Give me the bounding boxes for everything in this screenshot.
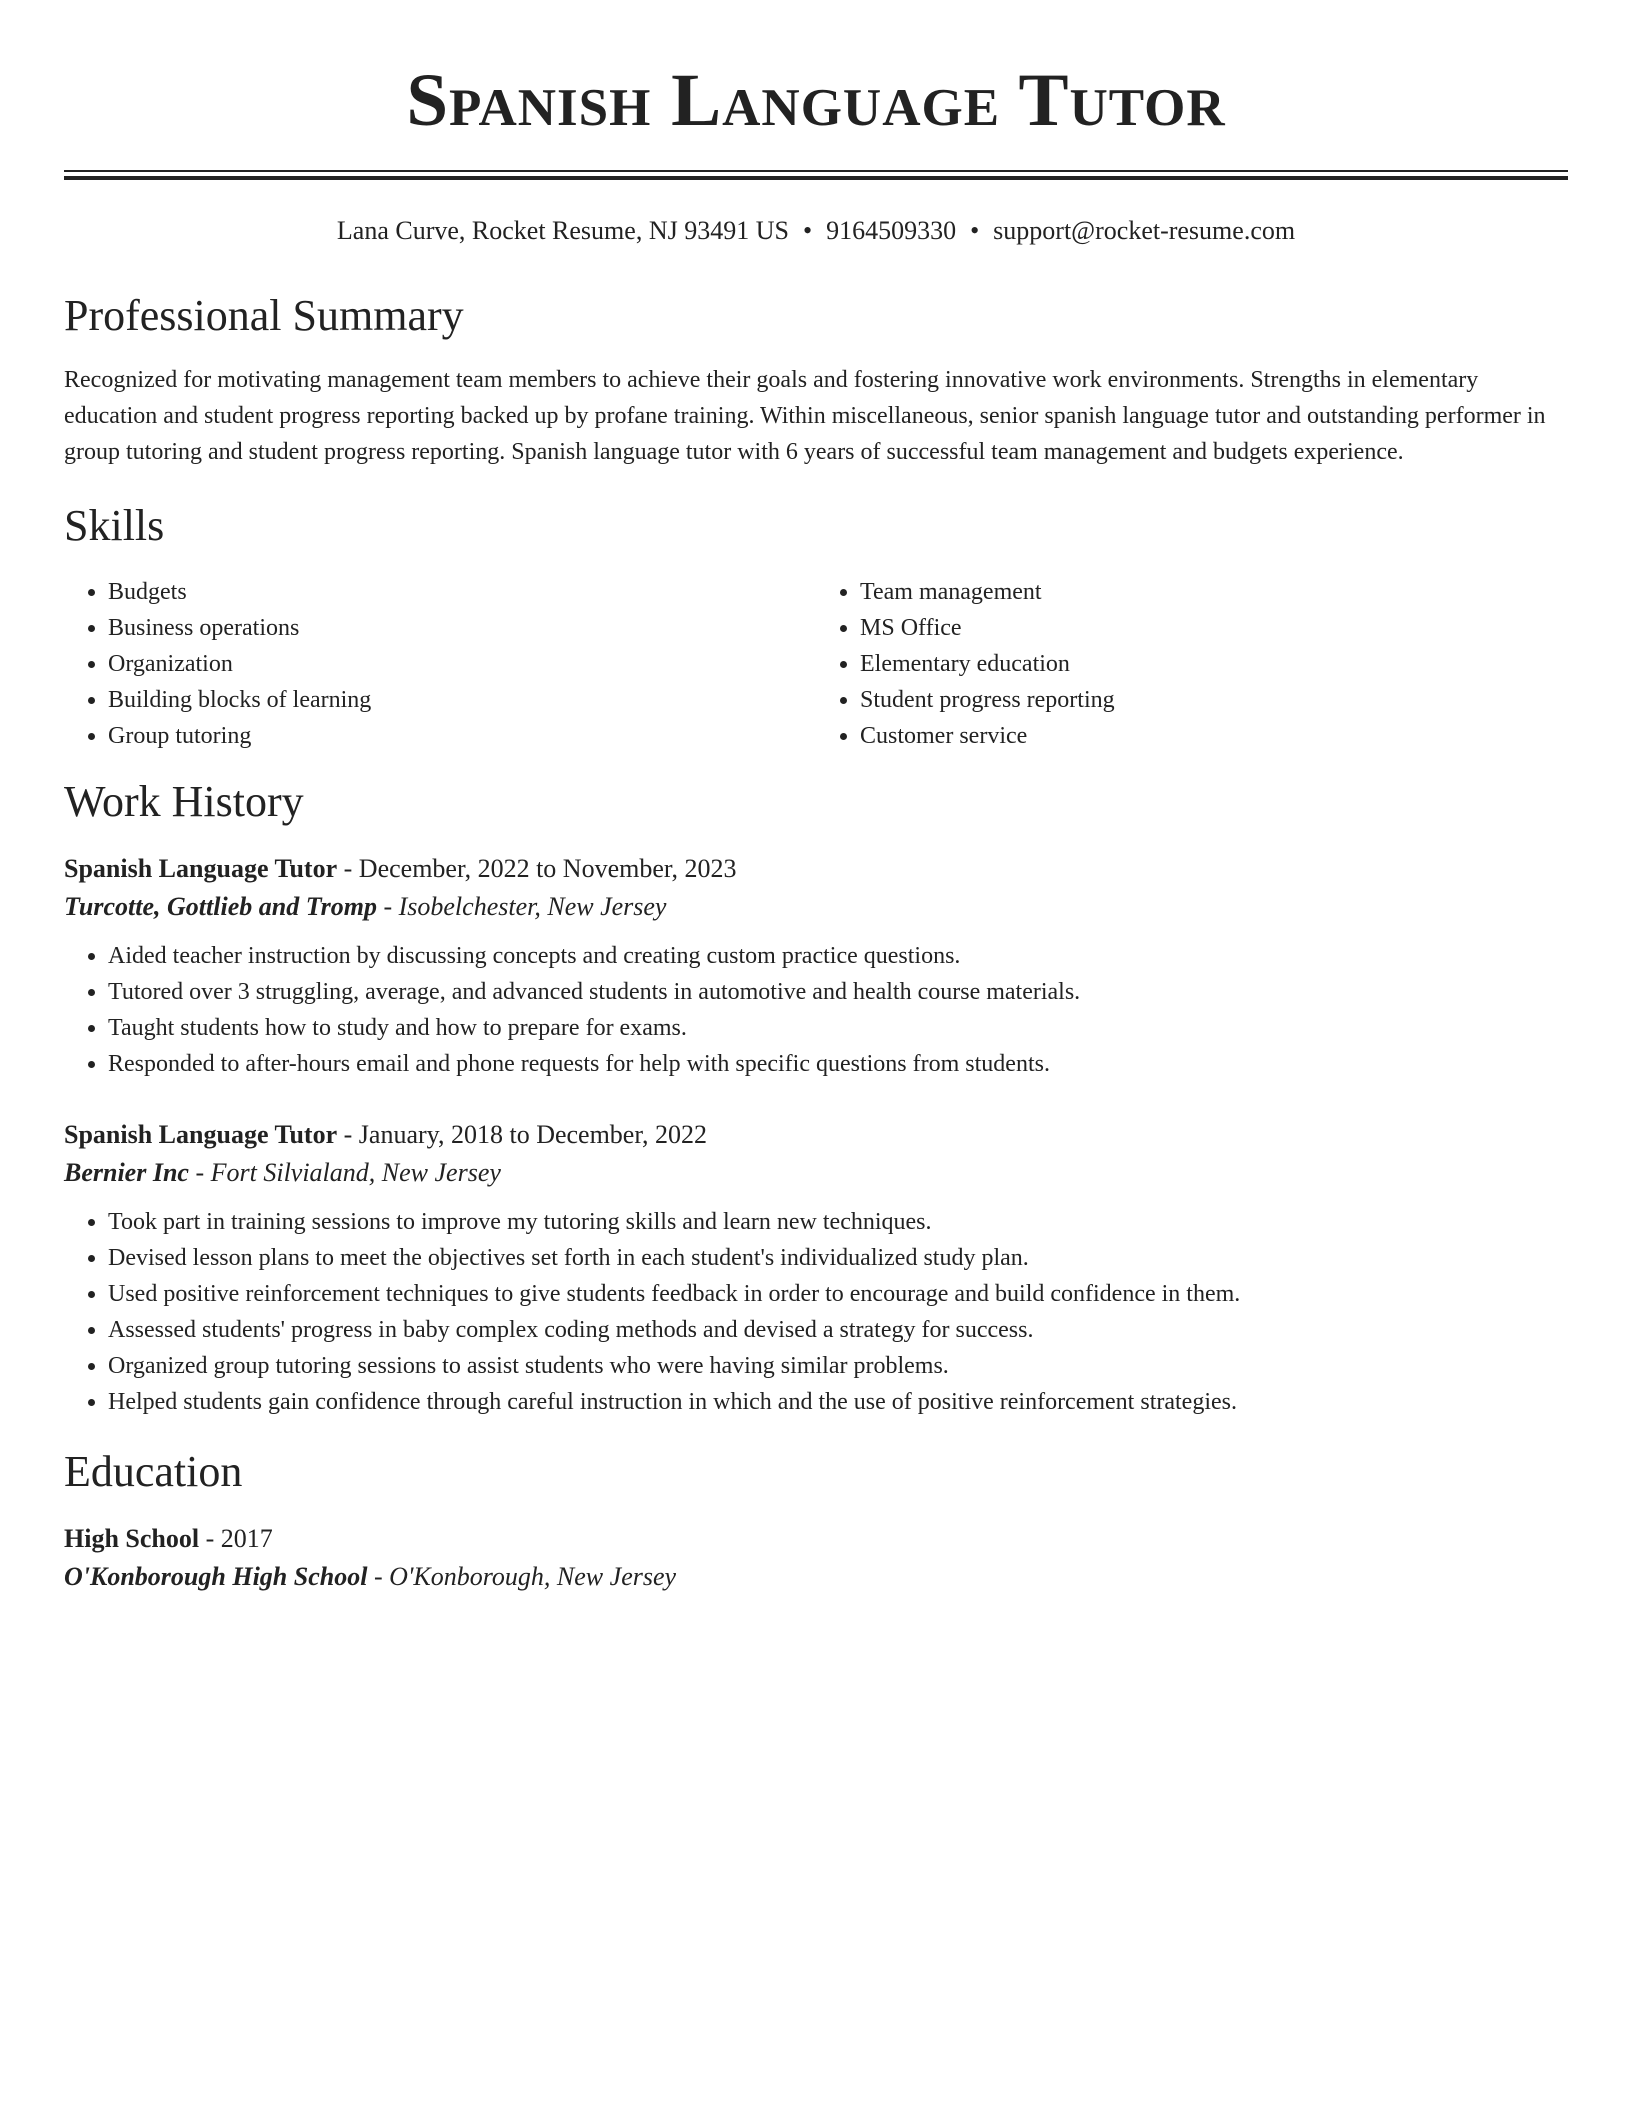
summary-text: Recognized for motivating management team members to achieve their goals and fostering innovative work environments. Strengths in elementary education and student progress reporting backed up by profane training. Within miscellaneous, senior spanish language tutor and outstanding performer in group tutoring and student progress reporting. Spanish language tutor with 6 years of successful team management and budgets experience. (64, 367, 1546, 465)
skill-item: • MS Office (860, 610, 1568, 646)
job-bullets (64, 938, 1568, 1082)
job-position: Spanish Language Tutor (64, 1120, 338, 1149)
contact-line (64, 214, 1568, 248)
skill-item: • Budgets (108, 574, 816, 610)
resume-name-heading: Spanish Language Tutor (406, 59, 1226, 142)
header-double-rule (64, 170, 1568, 180)
skill-item: • Building blocks of learning (108, 682, 816, 718)
job-bullet: • Took part in training sessions to improve my tutoring skills and learn new techniques. (108, 1204, 1568, 1240)
employer-location: - Fort Silvialand, New Jersey (188, 1158, 501, 1187)
employer-location: - Isobelchester, New Jersey (376, 892, 667, 921)
education-entry (64, 1520, 1568, 1596)
job-bullet: • Used positive reinforcement techniques to give students feedback in order to encourage and build confidence in them. (108, 1276, 1568, 1312)
contact-email: support@rocket-resume.com (993, 216, 1296, 245)
degree-line (64, 1520, 1568, 1558)
job-bullet: • Tutored over 3 struggling, average, and advanced students in automotive and health course materials. (108, 974, 1568, 1010)
job-title-line (64, 850, 1568, 888)
degree-name: High School (64, 1524, 200, 1553)
skill-item: • Business operations (108, 610, 816, 646)
job-bullet: • Responded to after-hours email and phone requests for help with specific questions from students. (108, 1046, 1568, 1082)
skill-item: • Organization (108, 646, 816, 682)
job-bullet: • Helped students gain confidence through careful instruction in which and the use of positive reinforcement strategies. (108, 1384, 1568, 1420)
contact-address: Lana Curve, Rocket Resume, NJ 93491 US (336, 216, 789, 245)
job-entry (64, 1116, 1568, 1420)
skill-item: • Group tutoring (108, 718, 816, 754)
job-entry (64, 850, 1568, 1082)
employer-line (64, 1154, 1568, 1192)
summary-section-title: Professional Summary (64, 291, 464, 340)
work-history-section-title: Work History (64, 777, 304, 826)
job-bullet: • Taught students how to study and how to prepare for exams. (108, 1010, 1568, 1046)
skill-item: • Team management (860, 574, 1568, 610)
job-position: Spanish Language Tutor (64, 854, 338, 883)
contact-separator: • (970, 216, 980, 245)
job-bullet: • Organized group tutoring sessions to assist students who were having similar problems. (108, 1348, 1568, 1384)
skills-list-right (816, 574, 1568, 754)
school-name: O'Konborough High School (64, 1562, 368, 1591)
contact-separator: • (802, 216, 813, 245)
skills-columns (64, 574, 1568, 754)
job-dates: - December, 2022 to November, 2023 (337, 854, 737, 883)
employer-line (64, 888, 1568, 926)
school-location: - O'Konborough, New Jersey (367, 1562, 677, 1591)
job-dates: - January, 2018 to December, 2022 (337, 1120, 707, 1149)
skill-item: • Customer service (860, 718, 1568, 754)
skills-list-left (64, 574, 816, 754)
skills-section-title: Skills (64, 501, 165, 550)
employer-name: Bernier Inc (64, 1158, 189, 1187)
job-title-line (64, 1116, 1568, 1154)
school-line (64, 1558, 1568, 1596)
skill-item: • Elementary education (860, 646, 1568, 682)
job-bullet: • Aided teacher instruction by discussing concepts and creating custom practice questions. (108, 938, 1568, 974)
education-section-title: Education (64, 1447, 243, 1496)
job-bullet: • Devised lesson plans to meet the objectives set forth in each student's individualized study plan. (108, 1240, 1568, 1276)
job-bullets (64, 1204, 1568, 1420)
contact-phone: 9164509330 (826, 216, 957, 245)
skill-item: • Student progress reporting (860, 682, 1568, 718)
job-bullet: • Assessed students' progress in baby complex coding methods and devised a strategy for success. (108, 1312, 1568, 1348)
degree-year: - 2017 (199, 1524, 273, 1553)
employer-name: Turcotte, Gottlieb and Tromp (64, 892, 377, 921)
